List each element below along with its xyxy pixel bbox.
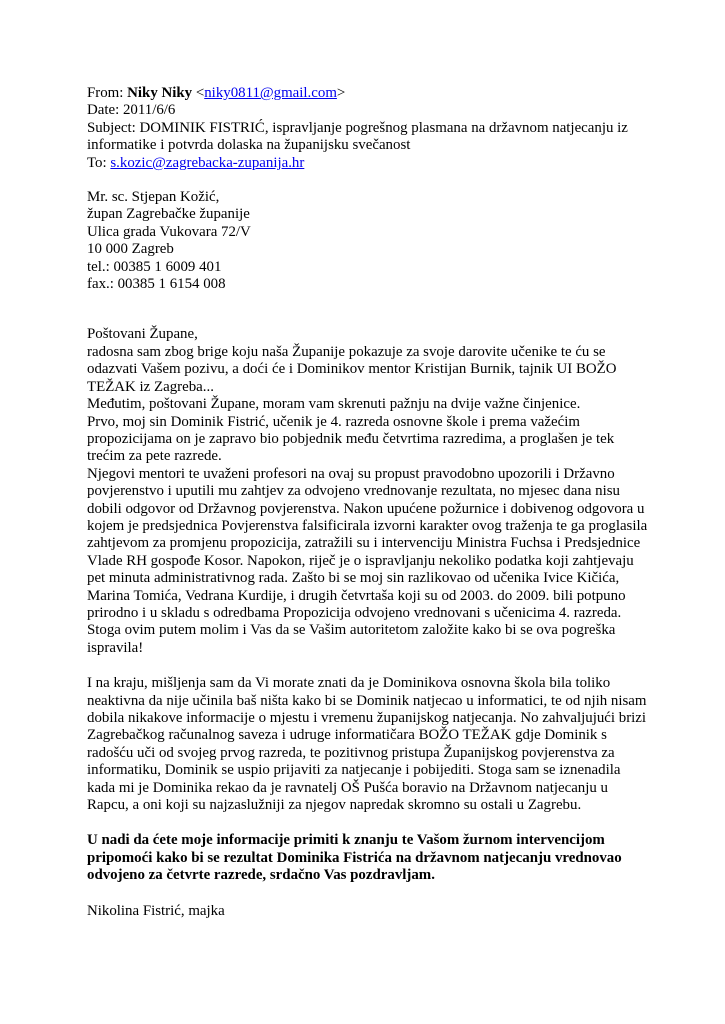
to-label: To: <box>87 154 111 171</box>
letter-line: povjerenstvo i uputili mu zahtjev za odvojeno vrednovanje rezultata, no mjesec dana nisu <box>87 483 621 500</box>
salutation: Poštovani Župane, <box>87 326 198 343</box>
recipient-email-link[interactable]: s.kozic@zagrebacka-zupanija.hr <box>110 154 305 171</box>
address-line: Mr. sc. Stjepan Kožić, <box>87 189 220 206</box>
letter-line: kojem je predsjednica Povjerenstva falsificirala izvorni karakter ovog traženja te ga proglasila <box>87 517 648 534</box>
letter-line: propozicijama on je zapravo bio pobjednik među četvrtima razredima, a proglašen je tek <box>87 430 615 447</box>
letter-line: odazvati Vašem pozivu, a doći će i Dominikov mentor Kristijan Burnik, tajnik UI BOŽO <box>87 361 617 378</box>
letter-line: informatiku, Dominik se uspio prijaviti za natjecanje i pobijediti. Stoga sam se iznenadila <box>87 762 621 779</box>
letter-line: Marina Tomića, Vedrana Kurdije, i drugih četvrtaša koji su od 2003. do 2009. bili potpuno <box>87 587 626 604</box>
subject-line-1: Subject: DOMINIK FISTRIĆ, ispravljanje pogrešnog plasmana na državnom natjecanju iz <box>87 119 628 136</box>
letter-line: trećim za pete razrede. <box>87 448 222 465</box>
address-line: župan Zagrebačke županije <box>87 206 250 223</box>
letter-paragraph-1 <box>87 326 647 657</box>
letter-line: Vlade RH gospođe Kosor. Napokon, riječ je o ispravljanju nekoliko podatka koji zahtjevaju <box>87 552 634 569</box>
email-header <box>87 85 647 172</box>
closing-line: U nadi da ćete moje informacije primiti k znanju te Vašom žurnom intervencijom <box>87 832 605 849</box>
letter-line: dobili odgovor od Državnog povjerenstva. Nakon upućene požurnice i dobivenog odgovora u <box>87 500 645 517</box>
address-line: fax.: 00385 1 6154 008 <box>87 276 226 293</box>
letter-line: radosna sam zbog brige koju naša Županije pokazuje za svoje darovite učenike te ću se <box>87 343 606 360</box>
closing-line: pripomoći kako bi se rezultat Dominika Fistrića na državnom natjecanju vrednovao <box>87 849 622 866</box>
letter-line: prirodno i u skladu s odredbama Propozicija odvojeno vrednovani s učenicima 4. razreda. <box>87 604 622 621</box>
letter-line: zahtjevom za promjenu propozicija, zatražili su i intervenciju Ministra Fuchsa i Predsjednice <box>87 535 641 552</box>
sender-name: Niky Niky <box>127 85 193 101</box>
letter-line: neaktivna da nije učinila baš ništa kako bi se Dominik natjecao u informatici, te od njih nisam <box>87 692 647 709</box>
date-line: Date: 2011/6/6 <box>87 102 176 119</box>
address-line: tel.: 00385 1 6009 401 <box>87 258 222 275</box>
to-line <box>87 155 647 172</box>
letter-line: Njegovi mentori te uvaženi profesori na ovaj su propust pravodobno upozorili i Državno <box>87 465 615 482</box>
address-line: Ulica grada Vukovara 72/V <box>87 223 251 240</box>
closing-line: odvojeno za četvrte razrede, srdačno Vas pozdravljam. <box>87 867 435 884</box>
letter-line: kada mi je Dominika rekao da je ravnatelj OŠ Pušća boravio na Državnom natjecanju u <box>87 779 608 796</box>
letter-paragraph-2 <box>87 675 647 814</box>
letter-closing-paragraph <box>87 832 647 884</box>
letter-line: TEŽAK iz Zagreba... <box>87 378 214 395</box>
letter-line: Zagrebačkog računalnog saveza i udruge informatičara BOŽO TEŽAK gdje Dominik s <box>87 727 607 744</box>
letter-line: radošću uči od svojeg prvog razreda, te pozitivnog pristupa Županijskog povjerenstva za <box>87 744 615 761</box>
letter-line: dobila nikakove informacije o mjestu i vremenu županijskog natjecanja. No zahvaljujući brizi <box>87 710 647 726</box>
recipient-address <box>87 189 647 293</box>
letter-line: pet minuta administrativnog rada. Zašto bi se moj sin razlikovao od učenika Ivice Kičića, <box>87 570 620 587</box>
letter-page <box>87 85 647 920</box>
letter-line: I na kraju, mišljenja sam da Vi morate znati da je Dominikova osnovna škola bila toliko <box>87 675 611 692</box>
from-label: From: <box>87 85 128 101</box>
letter-line: Međutim, poštovani Župane, moram vam skrenuti pažnju na dvije važne činjenice. <box>87 396 581 413</box>
from-bracket-close: > <box>336 85 346 101</box>
subject-line-2: informatike i potvrda dolaska na županijsku svečanost <box>87 137 411 154</box>
signature: Nikolina Fistrić, majka <box>87 902 225 919</box>
address-line: 10 000 Zagreb <box>87 241 174 258</box>
letter-line: ispravila! <box>87 639 144 656</box>
from-bracket-open: < <box>192 85 205 101</box>
sender-email-link[interactable]: niky0811@gmail.com <box>204 85 337 101</box>
letter-line: Rapcu, a oni koji su najzaslužniji za njegov napredak skromno su ostali u Zagrebu. <box>87 797 582 814</box>
from-line <box>87 85 647 102</box>
letter-line: Prvo, moj sin Dominik Fistrić, učenik je 4. razreda osnovne škole i prema važećim <box>87 413 580 430</box>
letter-line: Stoga ovim putem molim i Vas da se Vašim autoritetom založite kako bi se ova pogreška <box>87 622 616 639</box>
